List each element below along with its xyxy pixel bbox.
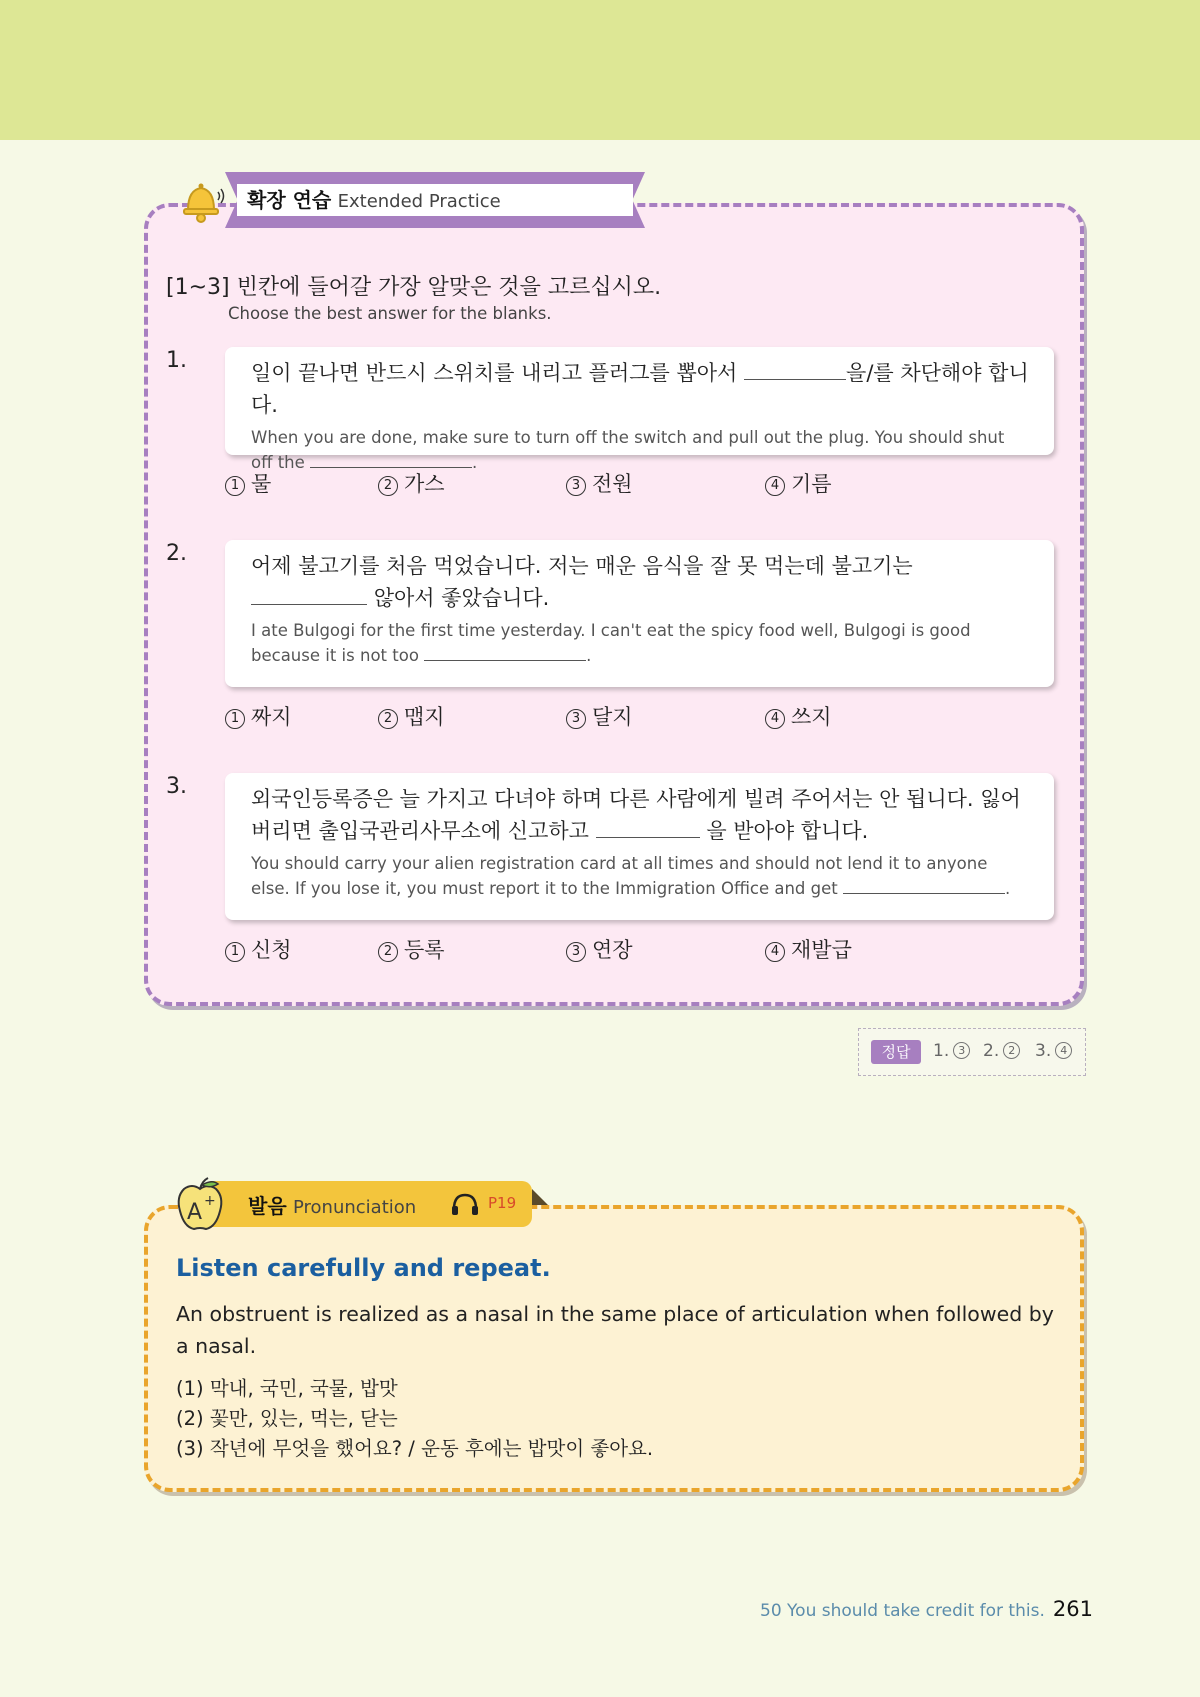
question-card: [225, 347, 1054, 472]
audio-page-reference[interactable]: P19: [488, 1194, 517, 1212]
question-number: 1.: [166, 348, 187, 373]
question-english: You should carry your alien registration card at all times and should not lend it to anyone else. If you lose it, you must report it to the Immigration Office and get .: [251, 854, 1011, 898]
pronunciation-heading: Listen carefully and repeat.: [176, 1254, 551, 1282]
question-number: 3.: [166, 774, 187, 799]
answer-blank: [744, 358, 846, 380]
footer-lesson-title: 50 You should take credit for this.: [760, 1601, 1045, 1621]
instruction-korean: [1~3] 빈칸에 들어갈 가장 알맞은 것을 고르십시오.: [166, 275, 662, 300]
choice-option[interactable]: 1 물: [225, 468, 271, 498]
answer-blank: [596, 816, 700, 838]
choice-option[interactable]: 1 짜지: [225, 701, 292, 731]
top-color-band: [0, 0, 1200, 140]
choice-option[interactable]: 2 등록: [378, 934, 445, 964]
extended-practice-banner: [225, 172, 645, 228]
bell-icon: [176, 176, 226, 226]
question-korean: 일이 끝나면 반드시 스위치를 내리고 플러그를 뽑아서 을/를 차단해야 합니다.: [251, 357, 1030, 421]
question-card: [225, 773, 1054, 920]
answer-blank: [843, 876, 1005, 894]
page-number: 261: [1052, 1597, 1093, 1621]
answer-key-item: 1. 3: [933, 1041, 970, 1061]
instruction-english: Choose the best answer for the blanks.: [228, 304, 552, 323]
choice-row: [225, 934, 1054, 964]
question-korean: 어제 불고기를 처음 먹었습니다. 저는 매운 음식을 잘 못 먹는데 불고기는 않아서 좋았습니다.: [251, 554, 913, 610]
answer-key-box: [858, 1028, 1086, 1076]
pronunciation-description: An obstruent is realized as a nasal in the same place of articulation when followed by a nasal.: [176, 1302, 1054, 1358]
pronunciation-item: (3) 작년에 무엇을 했어요? / 운동 후에는 밥맛이 좋아요.: [176, 1437, 654, 1460]
question-english: When you are done, make sure to turn off the switch and pull out the plug. You should shut off the .: [251, 428, 1005, 472]
answer-key-item: 2. 2: [983, 1041, 1020, 1061]
choice-option[interactable]: 3 연장: [566, 934, 633, 964]
answer-key-item: 3. 4: [1035, 1041, 1072, 1061]
question-korean: 외국인등록증은 늘 가지고 다녀야 하며 다른 사람에게 빌려 주어서는 안 됩니다. 잃어버리면 출입국관리사무소에 신고하고 을 받아야 합니다.: [251, 787, 1021, 843]
question-number: 2.: [166, 541, 187, 566]
tab-fold-corner: [532, 1189, 548, 1205]
headphones-icon[interactable]: [450, 1191, 480, 1217]
question-card: [225, 540, 1054, 687]
answer-blank: [310, 450, 472, 468]
pronunciation-list: [176, 1374, 653, 1464]
apple-grade-icon: [172, 1175, 228, 1233]
choice-option[interactable]: 2 가스: [378, 468, 445, 498]
answer-blank: [424, 643, 586, 661]
question-english: I ate Bulgogi for the first time yesterday. I can't eat the spicy food well, Bulgogi is good because it is not too .: [251, 621, 971, 665]
svg-text:A: A: [187, 1200, 203, 1225]
pronunciation-item: (1) 막내, 국민, 국물, 밥맛: [176, 1377, 398, 1400]
choice-option[interactable]: 4 재발급: [765, 934, 852, 964]
page-footer: [760, 1597, 1093, 1621]
extended-practice-title: 확장 연습 Extended Practice: [247, 188, 501, 212]
choice-option[interactable]: 3 달지: [566, 701, 633, 731]
choice-option[interactable]: 4 쓰지: [765, 701, 832, 731]
svg-text:+: +: [204, 1193, 216, 1209]
pronunciation-title: 발음 Pronunciation: [248, 1194, 417, 1218]
pronunciation-item: (2) 꽃만, 있는, 먹는, 닫는: [176, 1407, 398, 1430]
answer-key-label: 정답: [871, 1040, 921, 1064]
choice-option[interactable]: 4 기름: [765, 468, 832, 498]
choice-option[interactable]: 3 전원: [566, 468, 633, 498]
choice-option[interactable]: 1 신청: [225, 934, 292, 964]
choice-option[interactable]: 2 맵지: [378, 701, 445, 731]
answer-blank: [251, 583, 367, 605]
choice-row: [225, 468, 1054, 498]
choice-row: [225, 701, 1054, 731]
